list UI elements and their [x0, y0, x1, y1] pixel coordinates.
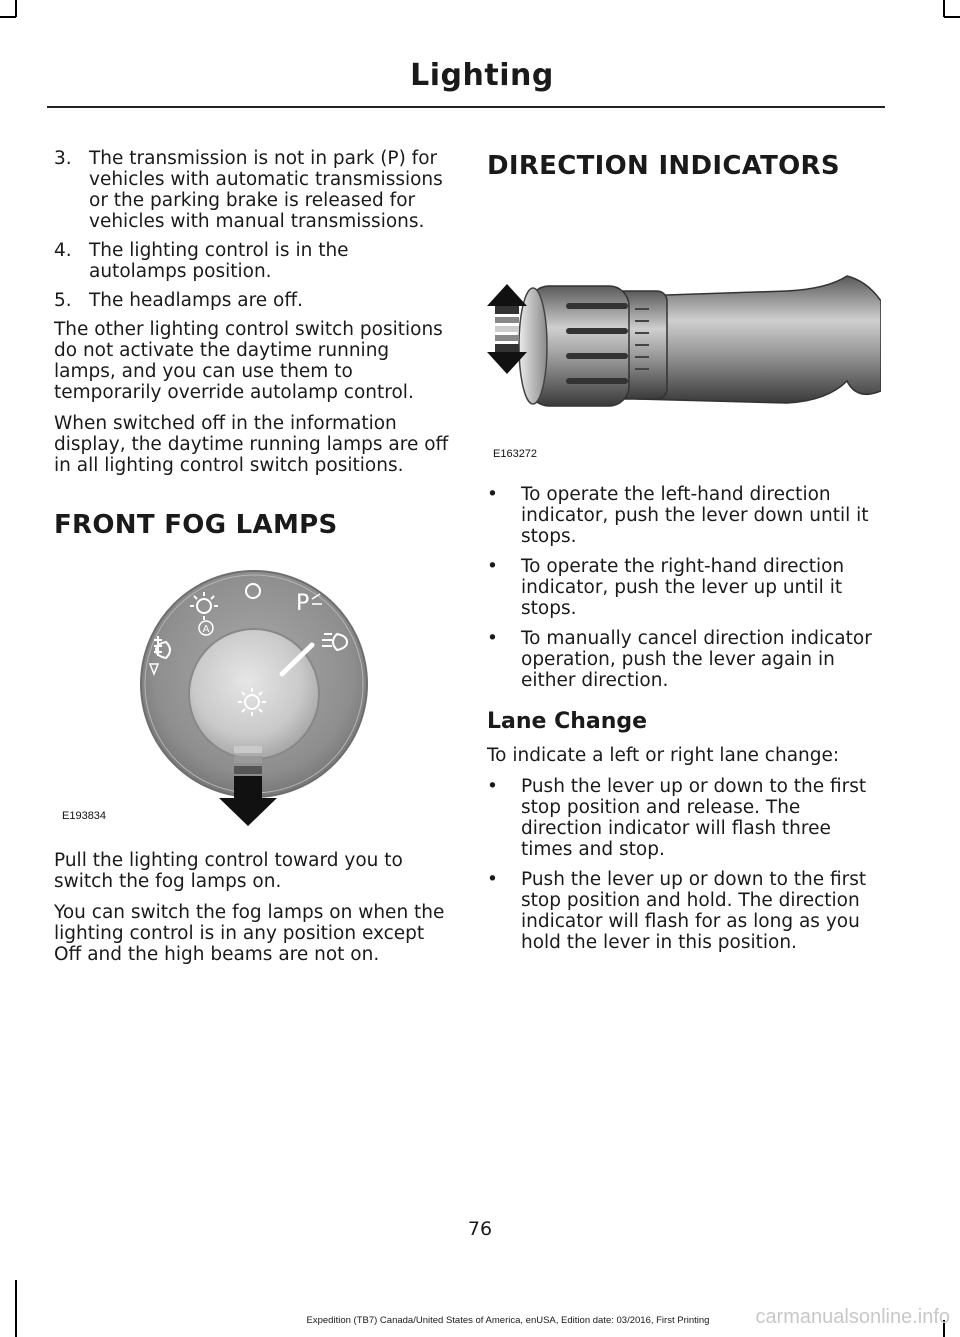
- list-item: [487, 556, 881, 619]
- direction-indicator-figure: [487, 191, 881, 481]
- subheading-lane-change: Lane Change: [487, 709, 648, 734]
- dial-knob: [189, 629, 319, 759]
- list-item: [487, 869, 881, 953]
- crop-mark: [943, 0, 945, 17]
- body-paragraph: When switched off in the information display, the daytime running lamps are off in all lighting control switch positions.: [54, 413, 449, 476]
- list-text: The transmission is not in park (P) for vehicles with automatic transmissions or the parking brake is released for vehicles with manual transmissions.: [89, 148, 443, 232]
- crop-mark: [944, 16, 960, 18]
- bullet: •: [487, 484, 498, 505]
- lighting-control-dial-illustration: [54, 554, 450, 842]
- body-paragraph: The other lighting control switch positions do not activate the daytime running lamps, and you can use them to temporarily override autolamp control.: [54, 319, 443, 403]
- figure-code: E193834: [62, 810, 107, 822]
- bullet: •: [487, 869, 498, 890]
- list-text: Push the lever up or down to the first stop position and hold. The direction indicator will flash for as long as you hold the lever in this position.: [521, 869, 867, 953]
- list-text: The headlamps are off.: [89, 290, 303, 311]
- list-item: [54, 290, 450, 311]
- list-number: 5.: [54, 290, 72, 311]
- fog-lamp-figure: [54, 554, 450, 842]
- body-paragraph: You can switch the fog lamps on when the lighting control is in any position except Off and the high beams are not on.: [54, 902, 445, 965]
- bullet: •: [487, 628, 498, 649]
- figure-code: E163272: [493, 448, 538, 460]
- list-item: [54, 148, 450, 232]
- list-item: [54, 240, 450, 282]
- list-item: [487, 628, 881, 691]
- bullet: •: [487, 776, 498, 797]
- list-number: 3.: [54, 148, 72, 169]
- bullet: •: [487, 556, 498, 577]
- page-number: 76: [467, 1218, 493, 1240]
- page-title: Lighting: [410, 58, 554, 93]
- list-item: [487, 776, 881, 860]
- list-item: [487, 484, 881, 547]
- body-paragraph: To indicate a left or right lane change:: [487, 745, 840, 766]
- list-text: The lighting control is in the autolamps position.: [89, 240, 349, 282]
- left-column: [54, 148, 450, 975]
- section-heading-direction-indicators: DIRECTION INDICATORS: [487, 151, 840, 181]
- list-text: To operate the right-hand direction indicator, push the lever up until it stops.: [521, 556, 845, 619]
- body-paragraph: Pull the lighting control toward you to switch the fog lamps on.: [54, 850, 403, 892]
- list-number: 4.: [54, 240, 72, 261]
- watermark: carmanualsonline.info: [755, 1306, 950, 1328]
- header-divider: [47, 106, 885, 108]
- indicator-lever-illustration: [487, 191, 881, 481]
- list-text: To manually cancel direction indicator operation, push the lever again in either direction.: [521, 628, 872, 691]
- crop-mark: [15, 0, 17, 17]
- list-text: Push the lever up or down to the first stop position and release. The direction indicator will flash three times and stop.: [521, 776, 867, 860]
- crop-mark: [15, 1280, 17, 1337]
- lever-stalk: [637, 276, 881, 403]
- parking-letter-icon: P: [296, 591, 310, 616]
- list-text: To operate the left-hand direction indicator, push the lever down until it stops.: [521, 484, 869, 547]
- autolamp-letter: A: [202, 624, 210, 635]
- section-heading-fog-lamps: FRONT FOG LAMPS: [54, 510, 338, 540]
- edition-line: Expedition (TB7) Canada/United States of America, enUSA, Edition date: 03/2016, First Printing: [306, 1315, 710, 1326]
- right-column: [487, 148, 881, 962]
- crop-mark: [0, 16, 16, 18]
